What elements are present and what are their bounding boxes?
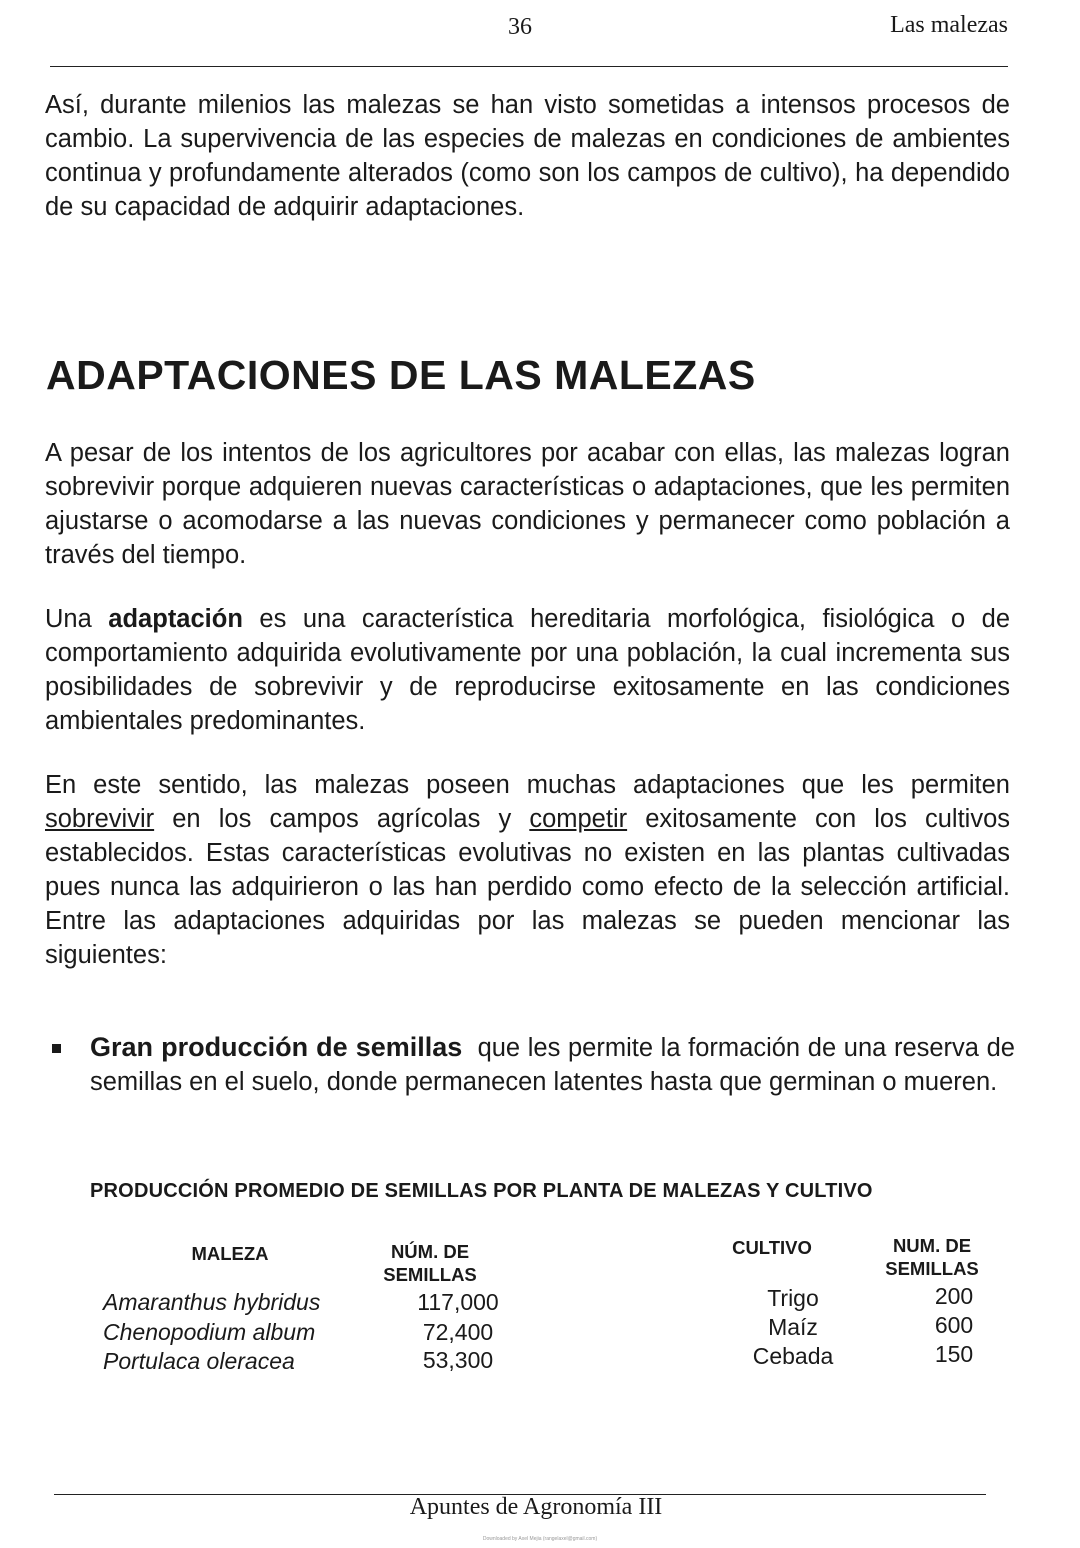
header-divider [50,66,1008,67]
definition-prefix: Una [45,605,109,633]
paragraph-pesar: A pesar de los intentos de los agricultores por acabar con ellas, las malezas logran sobrevivir porque adquieren nuevas características o adaptaciones, que les permiten ajustarse o acomodarse a las nuevas condiciones y permanecer como población a través del tiempo. [45,439,1010,569]
footer-title: Apuntes de Agronomía III [409,1494,663,1520]
header-maleza: MALEZA [191,1243,269,1264]
weed-seeds: 72,400 [422,1319,494,1345]
definition-text: es una característica hereditaria morfológica, fisiológica o de comportamiento adquirida evolutivamente por una población, la cual incrementa sus posibilidades de sobrevivir y de reproducirse exitosamente en las condiciones ambientales predominantes. [45,605,1010,735]
sentido-part-3: exitosamente con los cultivos establecidos. Estas características evolutivas no existen en las plantas cultivadas pues nunca las adquirieron o las han perdido como efecto de la selección artificial. Entre las adaptaciones adquiridas por las malezas se pueden mencionar las siguientes: [45,805,1010,969]
underlined-sobrevivir: sobrevivir [45,805,155,833]
header-crop-seeds [862,1234,1002,1280]
crop-seeds: 150 [934,1341,974,1367]
header-weed-seeds [360,1240,500,1286]
header-cultivo: CULTIVO [732,1237,812,1258]
crop-name: Trigo [767,1285,819,1311]
paragraph-definition [45,602,1010,738]
intro-paragraph: Así, durante milenios las malezas se han visto sometidas a intensos procesos de cambio. La supervivencia de las especies de malezas en condiciones de ambientes continua y profundamente alterados (como son los campos de cultivo), ha dependido de su capacidad de adquirir adaptaciones. [45,91,1010,221]
header-weed-seeds-line1: NÚM. DE [390,1241,470,1262]
download-watermark: Downloaded by Axel Mejia (rangelaxel@gmail.com) [482,1536,598,1542]
weed-seeds: 53,300 [422,1347,494,1373]
header-crop-seeds-line2: SEMILLAS [885,1258,979,1279]
bullet-text [90,1030,1023,1099]
bullet-square-icon [52,1044,61,1053]
header-weed-seeds-line2: SEMILLAS [383,1264,477,1285]
crop-seeds: 200 [934,1283,974,1309]
bullet-body: que les permite la formación de una reserva de semillas en el suelo, donde permanecen latentes hasta que germinan o mueren. [90,1034,1023,1096]
crop-name: Maíz [768,1314,818,1340]
weed-name: Amaranthus hybridus [103,1289,321,1315]
definition-term: adaptación [108,605,243,633]
underlined-competir: competir [529,805,628,833]
paragraph-sentido [45,768,1010,972]
page-number: 36 [508,14,532,40]
weed-name: Chenopodium album [103,1319,316,1345]
crop-name: Cebada [752,1343,834,1369]
running-header: Las malezas [890,12,1008,38]
header-crop-seeds-line1: NUM. DE [892,1235,972,1256]
section-title: ADAPTACIONES DE LAS MALEZAS [46,352,756,398]
weed-name: Portulaca oleracea [103,1348,295,1374]
table-title: PRODUCCIÓN PROMEDIO DE SEMILLAS POR PLANTA DE MALEZAS Y CULTIVO [90,1180,873,1202]
weed-seeds: 117,000 [417,1289,499,1315]
crop-seeds: 600 [934,1312,974,1338]
sentido-part-2: en los campos agrícolas y [154,805,530,833]
bullet-item [50,1030,1023,1099]
sentido-part-1: En este sentido, las malezas poseen muchas adaptaciones que les permiten [45,771,1010,799]
bullet-heading: Gran producción de semillas [90,1032,463,1062]
